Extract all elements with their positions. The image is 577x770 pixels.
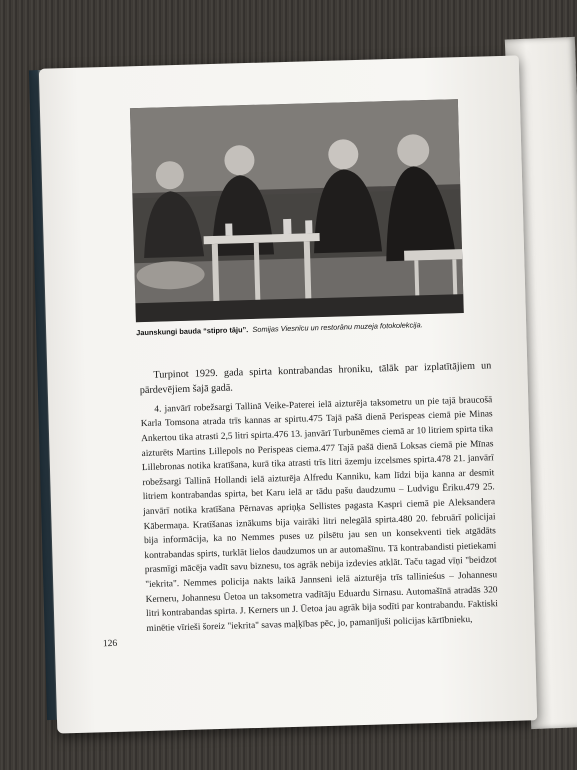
photo-illustration	[130, 99, 464, 322]
paragraph-intro: Turpinot 1929. gada spirta kontrabandas hroniku, tālāk par izplatītājiem un pārdevējiem šajā gadā.	[139, 360, 492, 397]
body-text	[139, 358, 498, 636]
book-page	[39, 55, 537, 733]
caption-title: Jaunskungi bauda “stipro tāju”.	[136, 325, 249, 338]
photo-caption	[136, 318, 496, 337]
paragraph-main: 4. janvārī robežsargi Tallinā Veike-Paterei ielā aizturēja taksometru un pie tajā braucošā Karla Tomsona atrada trīs kannas ar spirtu.475 Tajā pašā dienā Perispeas ciemā pie Minas Ankertou tika atrasti 2,5 litri spirta.476 13. janvārī Turbunēmes ciemā ar 10 litriem spirta tika aizturēts Martins Lillepols no Perispeas ciema.477 Tajā pašā dienā Loksas ciemā pie Mīnas Lillebronas notika kratīšana, kurā tika atrasti trīs litri āzemju izcelsmes spirta.478 21. janvārī robežsargi Tallinā Hollandi ielā aizturēja Alfredu Kanniku, kam līdzi bija kanna ar desmit litriem kontrabandas spirta, bet Karu ielā ar tādu pašu daudzumu – Ludvigu Ēriku.479 25. janvārī notika kratīšana Pērnavas apriņķa Sellistes pagasta Kaspri ciemā pie Aleksandera Kābermaņa. Kratīšanas iznākums bija vairāki litri nelegālā spirta.480 20. februārī policijai bija informācija, ka no Nemmes puses uz pilsētu jau sen un konsekventi tiek atgādāts kontrabandas spirts, turklāt lielos daudzumos un ar automašīnu. Tā kontrabandisti pietiekami prasmīgi mācēja vadīt savu biznesu, tos agrāk nebija izdevies atklāt. Taču tagad vīņi "beidzot "iekrita". Nemmes policija nakts laikā Jannseni ielā aizturēja trīs tallinieśus – Johannesu Kerneru, Johannesu Ūetoa un taksometra vadītāju Eduardu Sirnasu. Automašīnā atradās 320 litri kontrabandas spirta. J. Kerners un J. Ūetoa jau agrāk bija sodīti par kontrabandu. Faktiski minētie vīrieši šoreiz "iekrita" savas maļķības pēc, jo, pamanījuši policijas kārtībnieku,	[140, 395, 499, 634]
historical-photo	[130, 99, 464, 322]
page-number: 126	[102, 638, 118, 650]
caption-source: Somijas Viesnīcu un restorānu muzeja fotokolekcija.	[252, 320, 423, 334]
